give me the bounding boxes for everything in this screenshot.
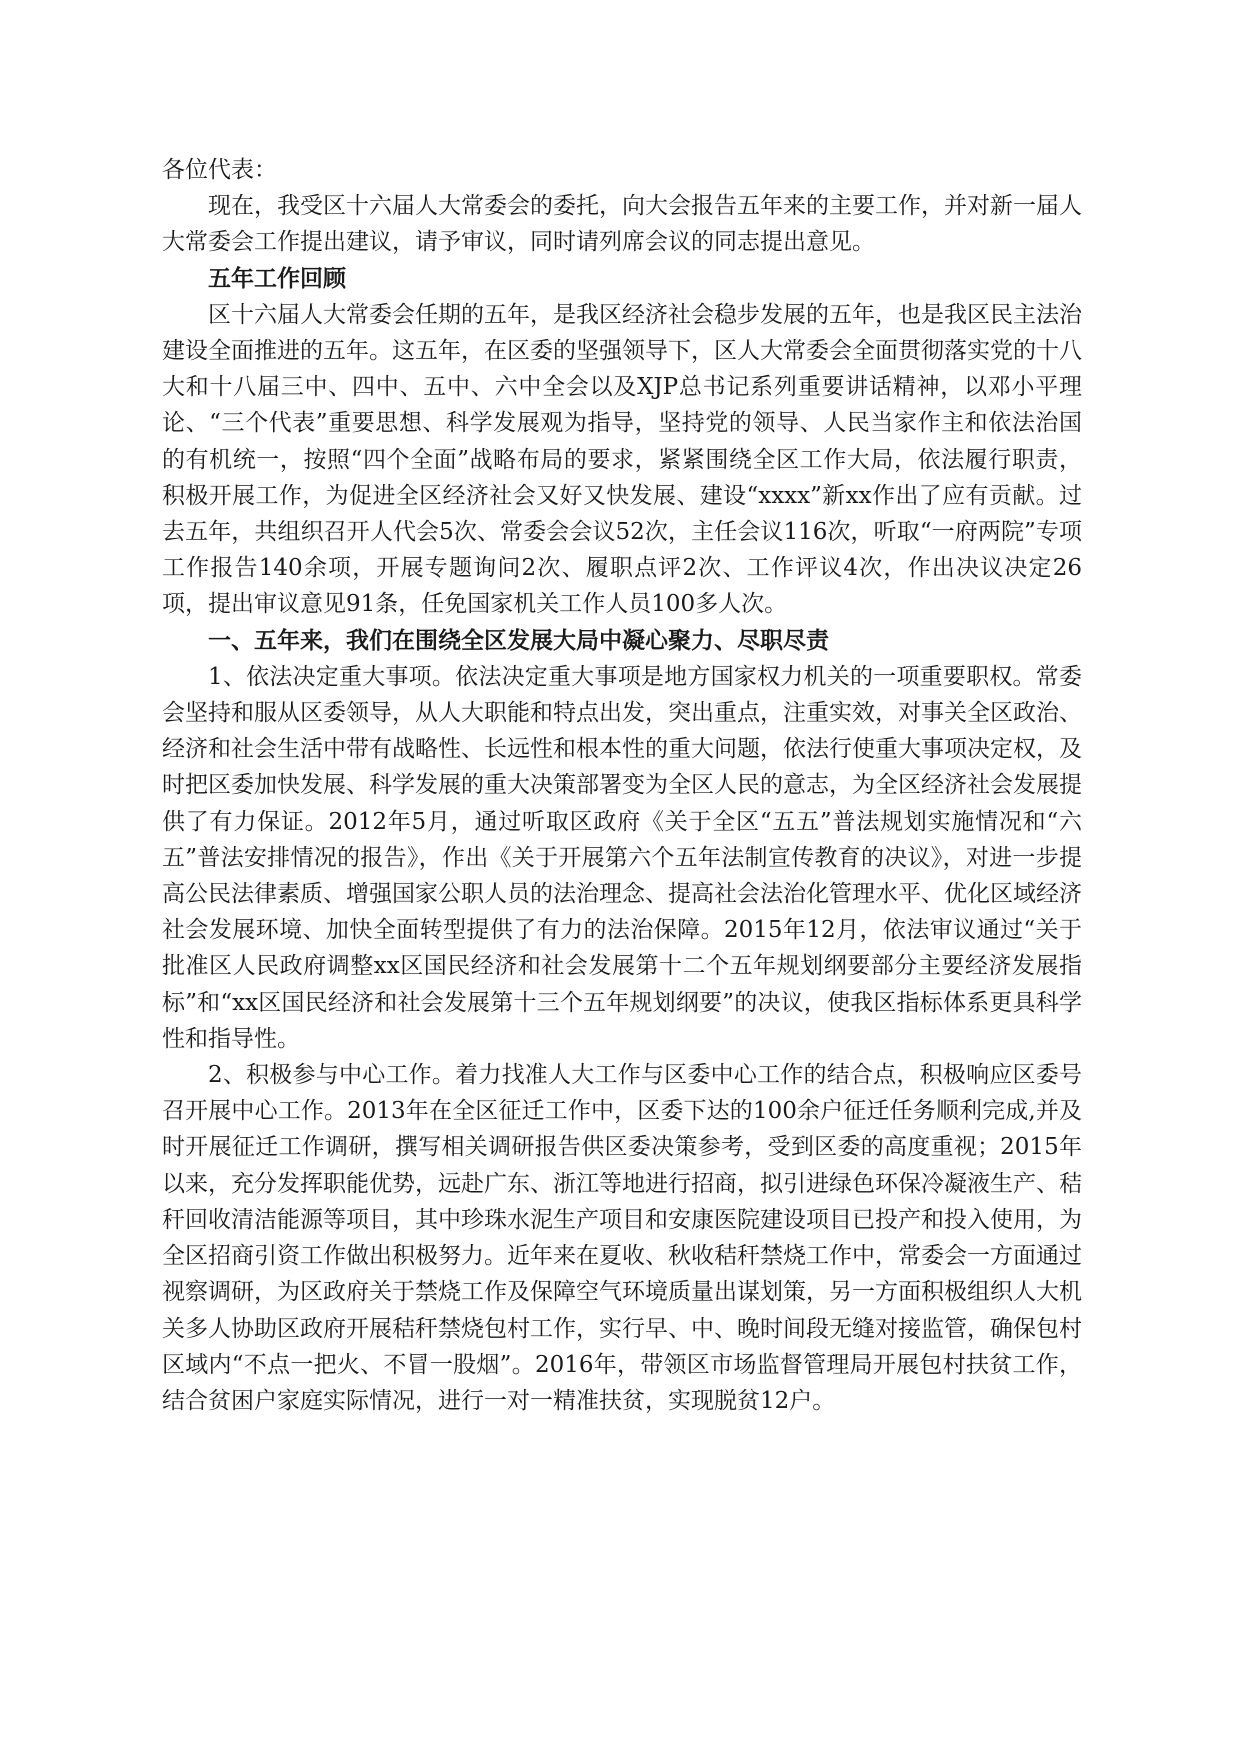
intro-paragraph: 现在，我受区十六届人大常委会的委托，向大会报告五年来的主要工作，并对新一届人大常委会工作提出建议，请予审议，同时请列席会议的同志提出意见。	[162, 193, 1082, 256]
item-one-paragraph: 1、依法决定重大事项。依法决定重大事项是地方国家权力机关的一项重要职权。常委会坚持和服从区委领导，从人大职能和特点出发，突出重点，注重实效，对事关全区政治、经济和社会生活中带有战略性、长远性和根本性的重大问题，依法行使重大事项决定权，及时把区委加快发展、科学发展的重大决策部署变为全区人民的意志，为全区经济社会发展提供了有力保证。2012年5月，通过听取区政府《关于全区“五五”普法规划实施情况和“六五”普法安排情况的报告》，作出《关于开展第六个五年法制宣传教育的决议》，对进一步提高公民法律素质、增强国家公职人员的法治理念、提高社会法治化管理水平、优化区域经济社会发展环境、加快全面转型提供了有力的法治保障。2015年12月，依法审议通过“关于批准区人民政府调整xx区国民经济和社会发展第十二个五年规划纲要部分主要经济发展指标”和“xx区国民经济和社会发展第十三个五年规划纲要”的决议，使我区指标体系更具科学性和指导性。	[162, 663, 1082, 1052]
section-one-heading: 一、五年来，我们在围绕全区发展大局中凝心聚力、尽职尽责	[208, 626, 829, 654]
document-body	[162, 152, 1082, 1419]
review-heading: 五年工作回顾	[208, 264, 346, 292]
salutation: 各位代表：	[162, 157, 277, 183]
review-paragraph: 区十六届人大常委会任期的五年，是我区经济社会稳步发展的五年，也是我区民主法治建设全面推进的五年。这五年，在区委的坚强领导下，区人大常委会全面贯彻落实党的十八大和十八届三中、四中、五中、六中全会以及XJP总书记系列重要讲话精神，以邓小平理论、“三个代表”重要思想、科学发展观为指导，坚持党的领导、人民当家作主和依法治国的有机统一，按照“四个全面”战略布局的要求，紧紧围绕全区工作大局，依法履行职责，积极开展工作，为促进全区经济社会又好又快发展、建设“xxxx”新xx作出了应有贡献。过去五年，共组织召开人代会5次、常委会会议52次，主任会议116次，听取“一府两院”专项工作报告140余项，开展专题询问2次、履职点评2次、工作评议4次，作出决议决定26项，提出审议意见91条，任免国家机关工作人员100多人次。	[162, 301, 1082, 618]
item-two-paragraph: 2、积极参与中心工作。着力找准人大工作与区委中心工作的结合点，积极响应区委号召开展中心工作。2013年在全区征迁工作中，区委下达的100余户征迁任务顺利完成,并及时开展征迁工作调研，撰写相关调研报告供区委决策参考，受到区委的高度重视；2015年以来，充分发挥职能优势，远赴广东、浙江等地进行招商，拟引进绿色环保冷凝液生产、秸秆回收清洁能源等项目，其中珍珠水泥生产项目和安康医院建设项目已投产和投入使用，为全区招商引资工作做出积极努力。近年来在夏收、秋收秸秆禁烧工作中，常委会一方面通过视察调研，为区政府关于禁烧工作及保障空气环境质量出谋划策，另一方面积极组织人大机关多人协助区政府开展秸秆禁烧包村工作，实行早、中、晚时间段无缝对接监管，确保包村区域内“不点一把火、不冒一股烟”。2016年，带领区市场监督管理局开展包村扶贫工作，结合贫困户家庭实际情况，进行一对一精准扶贫，实现脱贫12户。	[162, 1062, 1082, 1414]
